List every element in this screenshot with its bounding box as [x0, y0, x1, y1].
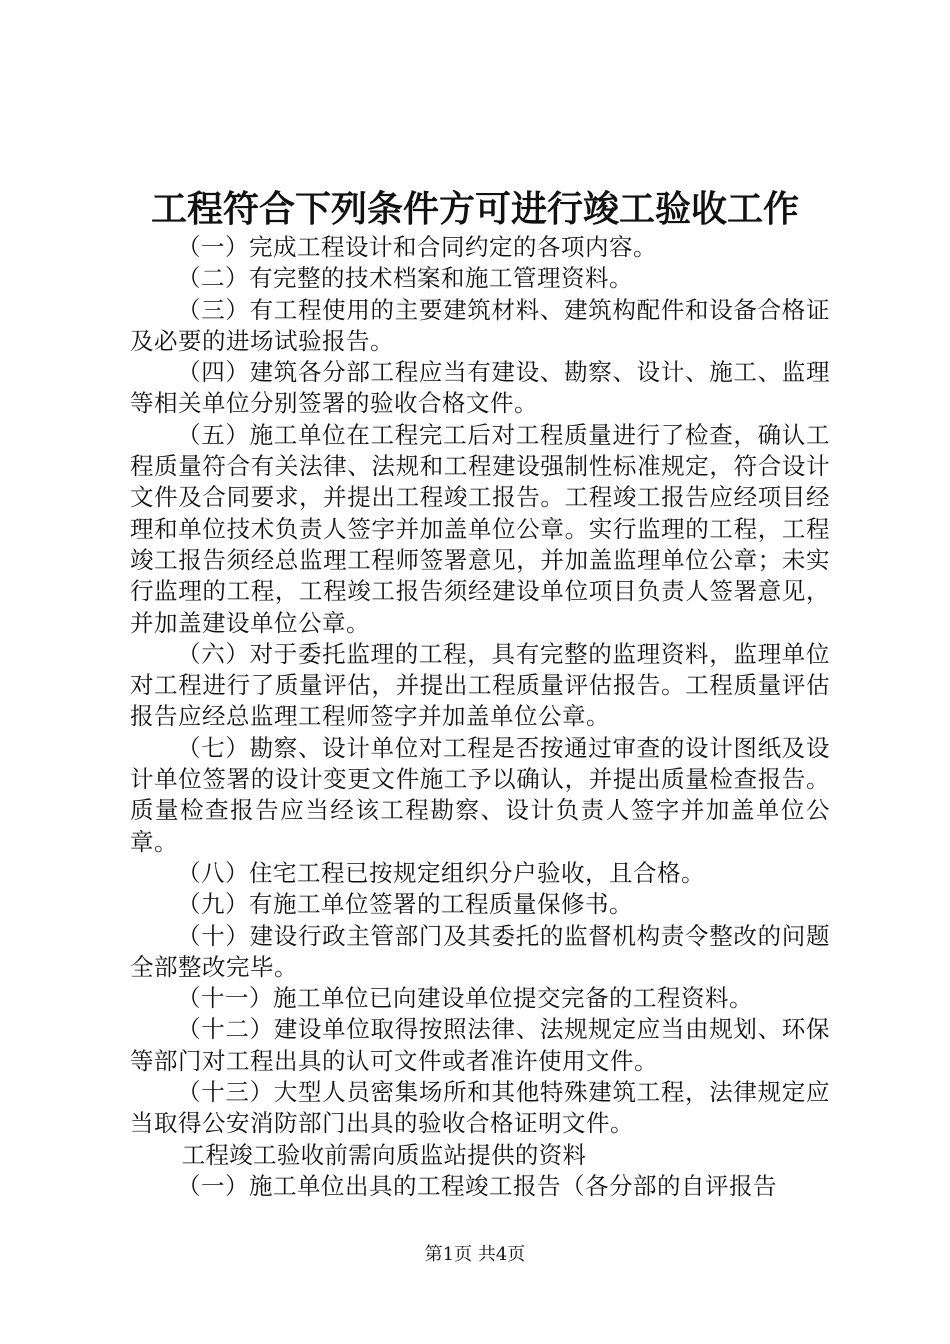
- paragraph-13: （十三）大型人员密集场所和其他特殊建筑工程，法律规定应当取得公安消防部门出具的验收合格证明文件。: [130, 1078, 830, 1138]
- paragraph-10: （十）建设行政主管部门及其委托的监督机构责令整改的问题全部整改完毕。: [130, 921, 830, 981]
- section-heading: 工程竣工验收前需向质监站提供的资料: [181, 1140, 587, 1169]
- document-title: 工程符合下列条件方可进行竣工验收工作: [150, 188, 799, 230]
- paragraph-11: （十一）施工单位已向建设单位提交完备的工程资料。: [177, 984, 753, 1013]
- paragraph-6: （六）对于委托监理的工程，具有完整的监理资料，监理单位对工程进行了质量评估，并提出工程质量评估报告。工程质量评估报告应经总监理工程师签字并加盖单位公章。: [130, 639, 830, 731]
- paragraph-9: （九）有施工单位签署的工程质量保修书。: [177, 890, 633, 919]
- page-footer: 第1页 共4页: [424, 1244, 526, 1265]
- document-body: [130, 232, 830, 1202]
- paragraph-4: （四）建筑各分部工程应当有建设、勘察、设计、施工、监理等相关单位分别签署的验收合格文件。: [130, 358, 830, 418]
- paragraph-7: （七）勘察、设计单位对工程是否按通过审查的设计图纸及设计单位签署的设计变更文件施工予以确认，并提出质量检查报告。质量检查报告应当经该工程勘察、设计负责人签字并加盖单位公章。: [130, 733, 830, 856]
- section-paragraph-1: （一）施工单位出具的工程竣工报告（各分部的自评报告: [177, 1171, 777, 1200]
- paragraph-8: （八）住宅工程已按规定组织分户验收，且合格。: [177, 858, 705, 887]
- paragraph-5: （五）施工单位在工程完工后对工程质量进行了检查，确认工程质量符合有关法律、法规和工程建设强制性标准规定，符合设计文件及合同要求，并提出工程竣工报告。工程竣工报告应经项目经理和单位技术负责人签字并加盖单位公章。实行监理的工程，工程竣工报告须经总监理工程师签署意见，并加盖监理单位公章；未实行监理的工程，工程竣工报告须经建设单位项目负责人签署意见，并加盖建设单位公章。: [130, 420, 830, 637]
- paragraph-2: （二）有完整的技术档案和施工管理资料。: [177, 264, 633, 293]
- paragraph-12: （十二）建设单位取得按照法律、法规规定应当由规划、环保等部门对工程出具的认可文件或者准许使用文件。: [130, 1015, 830, 1075]
- paragraph-3: （三）有工程使用的主要建筑材料、建筑构配件和设备合格证及必要的进场试验报告。: [130, 295, 830, 355]
- paragraph-1: （一）完成工程设计和合同约定的各项内容。: [177, 233, 657, 261]
